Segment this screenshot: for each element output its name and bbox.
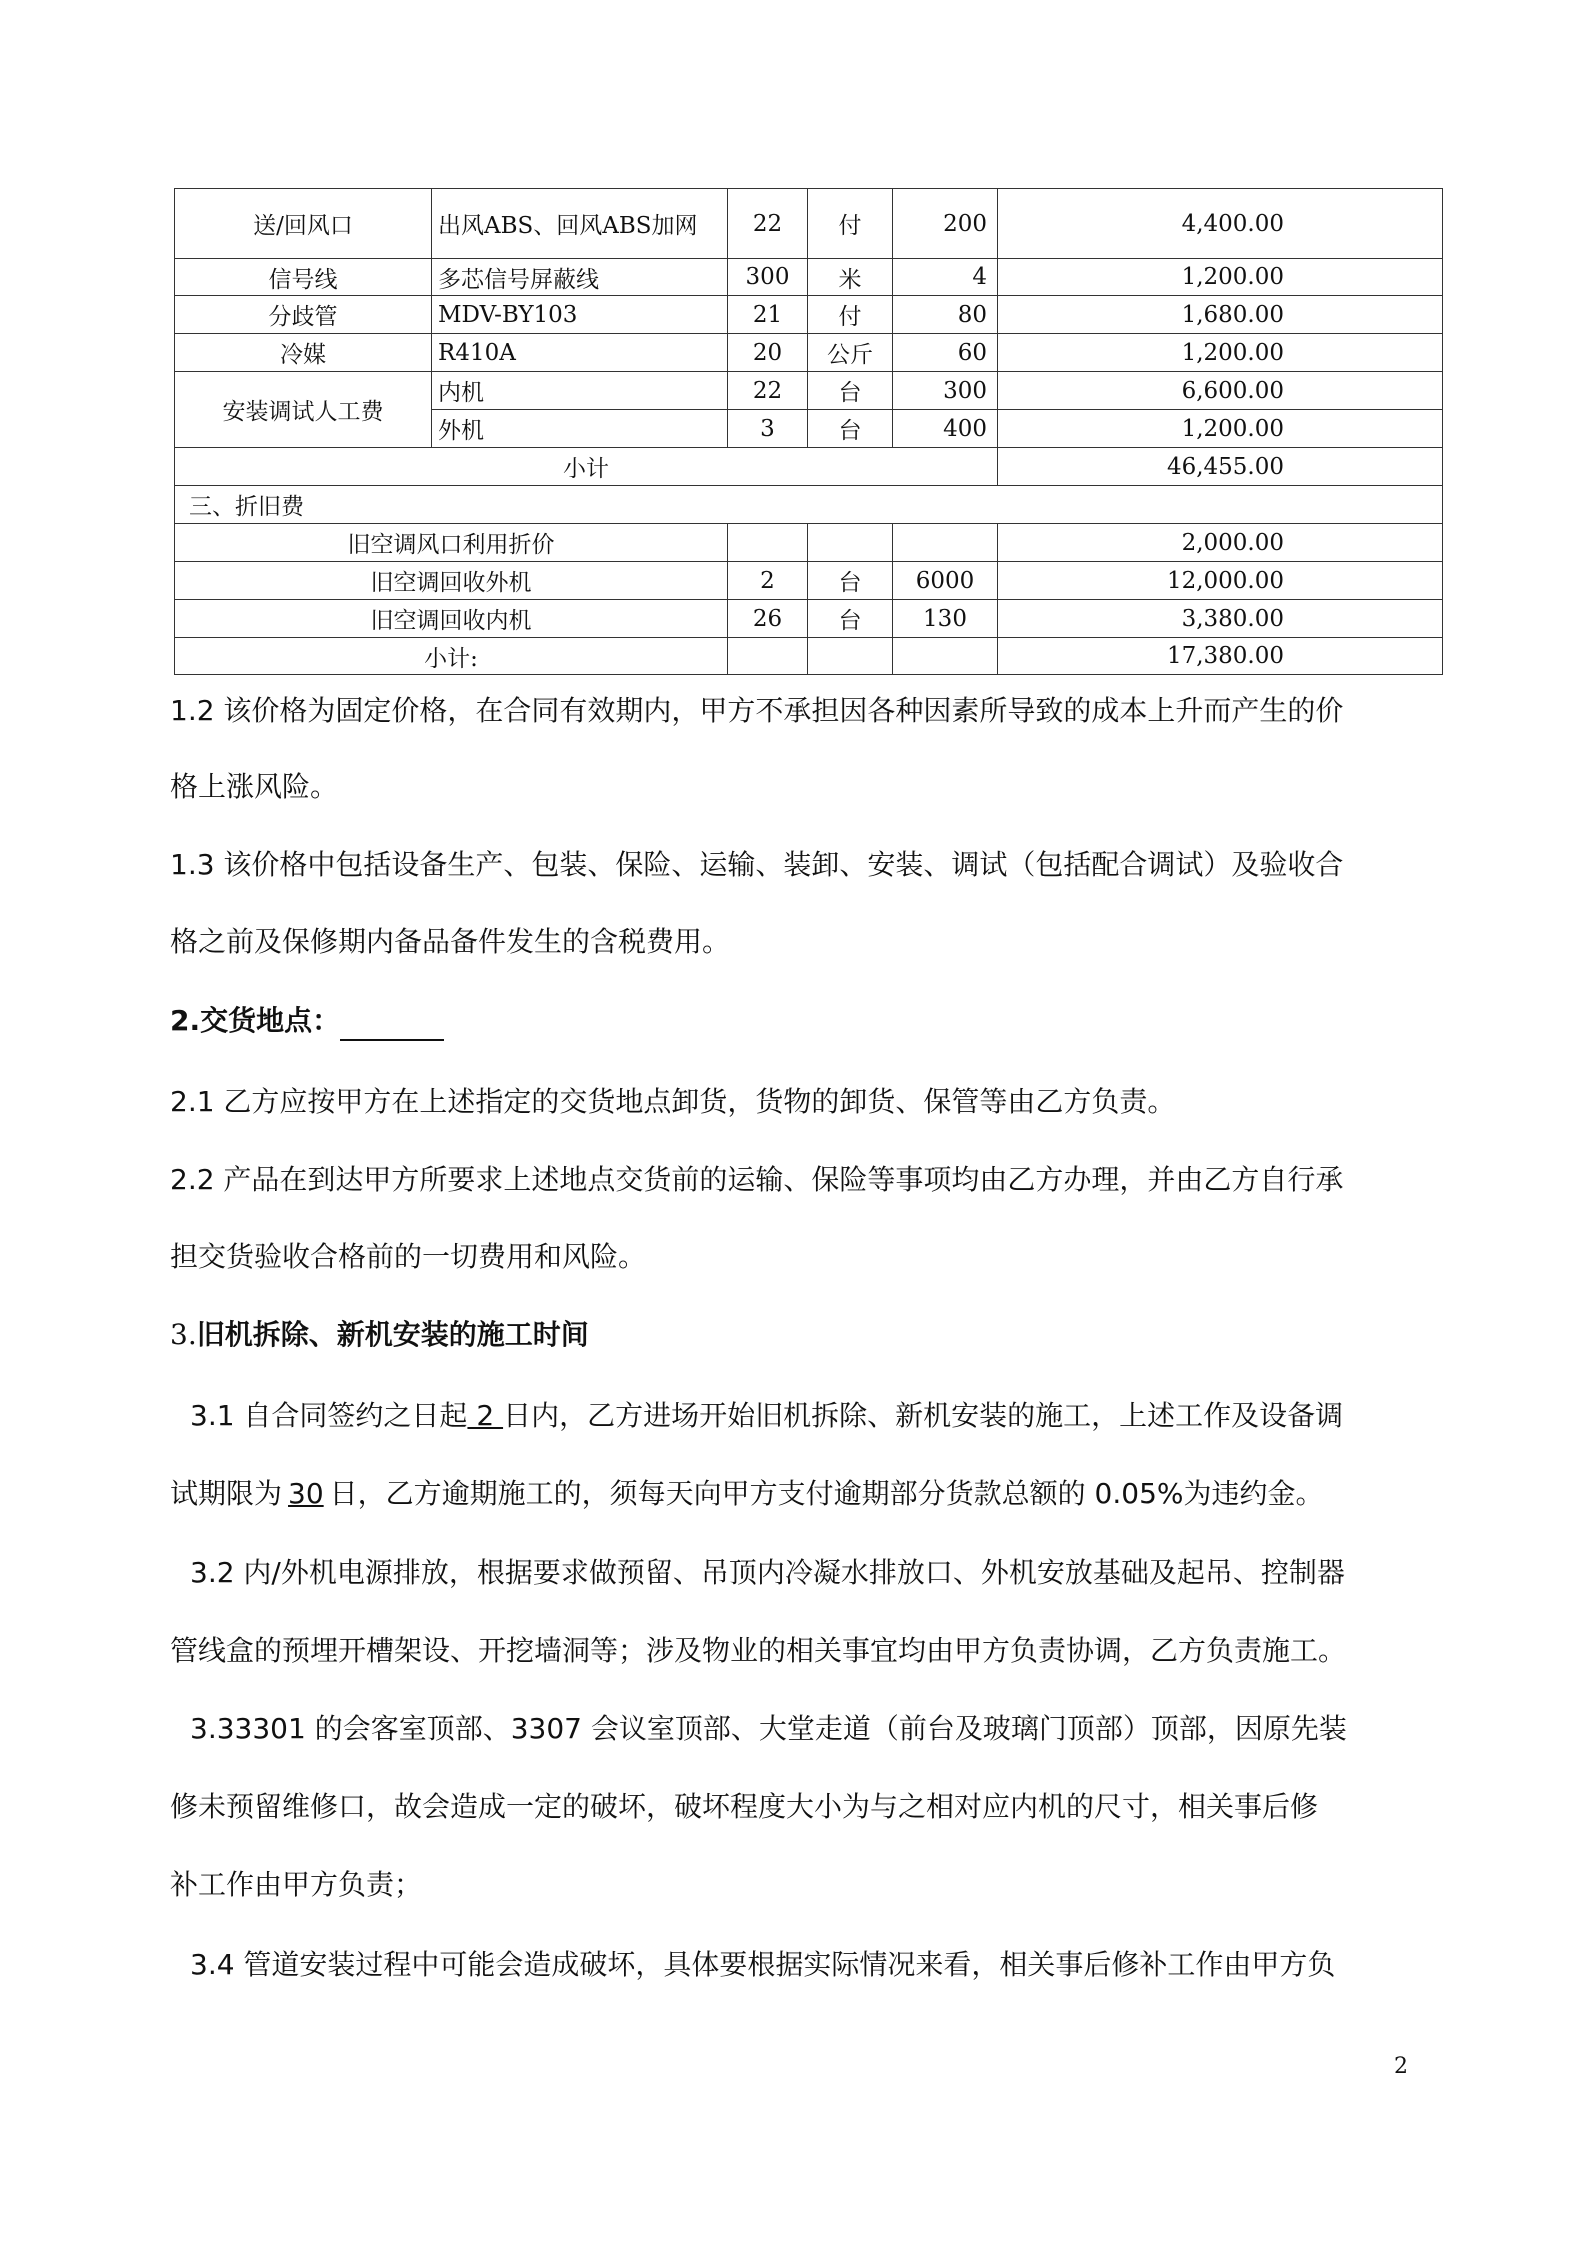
clause-3-1-line2	[170, 1474, 1406, 1514]
item-unit: 付	[808, 189, 893, 259]
table-row	[175, 296, 1443, 334]
clause-3-1-text-a: 3.1 自合同签约之日起	[190, 1399, 468, 1432]
item-price: 6000	[893, 562, 998, 600]
item-spec: 出风ABS、回风ABS加网	[432, 189, 728, 259]
clause-2-1: 2.1 乙方应按甲方在上述指定的交货地点卸货，货物的卸货、保管等由乙方负责。	[170, 1085, 1176, 1118]
clause-1-2-line1: 1.2 该价格为固定价格，在合同有效期内，甲方不承担因各种因素所导致的成本上升而产生的价	[170, 694, 1344, 727]
item-unit: 公斤	[808, 334, 893, 372]
table-row	[175, 524, 1443, 562]
item-price: 300	[893, 372, 998, 410]
item-name: 安装调试人工费	[175, 372, 432, 448]
item-name: 旧空调回收内机	[175, 600, 728, 638]
clause-2-heading	[170, 1001, 1406, 1041]
page-number: 2	[1394, 2054, 1408, 2079]
item-name: 分歧管	[175, 296, 432, 334]
item-price: 130	[893, 600, 998, 638]
clause-2-2-line1: 2.2 产品在到达甲方所要求上述地点交货前的运输、保险等事项均由乙方办理，并由乙方自行承	[170, 1163, 1344, 1196]
clause-3-1-text-c: 试期限为	[170, 1477, 283, 1510]
subtotal-amount: 46,455.00	[998, 448, 1443, 486]
item-spec: MDV-BY103	[432, 296, 728, 334]
section-row	[175, 486, 1443, 524]
item-unit: 台	[808, 600, 893, 638]
item-spec: 外机	[432, 410, 728, 448]
clause-3-heading	[170, 1315, 1406, 1355]
item-qty: 22	[728, 372, 808, 410]
item-price: 200	[893, 189, 998, 259]
empty-cell	[728, 524, 808, 562]
empty-cell	[808, 638, 893, 675]
table-row	[175, 600, 1443, 638]
item-name: 送/回风口	[175, 189, 432, 259]
clause-2-2-line2: 担交货验收合格前的一切费用和风险。	[170, 1240, 647, 1273]
item-spec: 多芯信号屏蔽线	[432, 259, 728, 296]
item-amount: 4,400.00	[998, 189, 1443, 259]
item-amount: 2,000.00	[998, 524, 1443, 562]
subtotal-row	[175, 638, 1443, 675]
item-unit: 台	[808, 410, 893, 448]
item-qty: 26	[728, 600, 808, 638]
table-row	[175, 372, 1443, 410]
table-row	[175, 259, 1443, 296]
clause-3-3-line1: 3.33301 的会客室顶部、3307 会议室顶部、大堂走道（前台及玻璃门顶部）顶部，因原先装	[190, 1712, 1347, 1745]
empty-cell	[893, 524, 998, 562]
item-price: 80	[893, 296, 998, 334]
empty-cell	[893, 638, 998, 675]
item-name: 旧空调回收外机	[175, 562, 728, 600]
subtotal-amount: 17,380.00	[998, 638, 1443, 675]
clause-3-3-line3: 补工作由甲方负责；	[170, 1868, 423, 1901]
clause-3-3-line2: 修未预留维修口，故会造成一定的破坏，破坏程度大小为与之相对应内机的尺寸，相关事后修	[170, 1790, 1319, 1823]
item-spec: R410A	[432, 334, 728, 372]
clause-1-3-line2: 格之前及保修期内备品备件发生的含税费用。	[170, 925, 731, 958]
subtotal-label: 小计:	[175, 638, 728, 675]
item-amount: 1,200.00	[998, 259, 1443, 296]
clause-3-1-line1	[190, 1396, 1426, 1436]
start-days-value: 2	[467, 1399, 504, 1432]
clause-1-3-line1: 1.3 该价格中包括设备生产、包装、保险、运输、装卸、安装、调试（包括配合调试）及验收合	[170, 848, 1344, 881]
delivery-location-blank	[340, 1009, 444, 1041]
clause-2-label: 2.交货地点：	[170, 1004, 341, 1037]
subtotal-label: 小计	[175, 448, 998, 486]
clause-3-1-text-b: 日内，乙方进场开始旧机拆除、新机安装的施工，上述工作及设备调	[503, 1399, 1344, 1432]
clause-3-2-line1: 3.2 内/外机电源排放，根据要求做预留、吊顶内冷凝水排放口、外机安放基础及起吊、控制器	[190, 1556, 1345, 1589]
item-qty: 22	[728, 189, 808, 259]
table-row	[175, 562, 1443, 600]
item-qty: 20	[728, 334, 808, 372]
subtotal-row	[175, 448, 1443, 486]
item-qty: 2	[728, 562, 808, 600]
section-heading: 三、折旧费	[175, 486, 1443, 524]
item-unit: 台	[808, 562, 893, 600]
clause-1-2-line2: 格上涨风险。	[170, 770, 339, 803]
clause-3-1-text-d: 日，乙方逾期施工的，须每天向甲方支付逾期部分货款总额的 0.05%为违约金。	[329, 1477, 1324, 1510]
item-price: 400	[893, 410, 998, 448]
item-amount: 1,680.00	[998, 296, 1443, 334]
item-name: 旧空调风口利用折价	[175, 524, 728, 562]
empty-cell	[728, 638, 808, 675]
item-amount: 3,380.00	[998, 600, 1443, 638]
item-amount: 12,000.00	[998, 562, 1443, 600]
item-amount: 6,600.00	[998, 372, 1443, 410]
item-qty: 3	[728, 410, 808, 448]
item-name: 信号线	[175, 259, 432, 296]
limit-days-value: 30	[288, 1477, 324, 1510]
item-unit: 米	[808, 259, 893, 296]
item-qty: 300	[728, 259, 808, 296]
item-qty: 21	[728, 296, 808, 334]
price-table	[174, 188, 1443, 675]
table-row	[175, 189, 1443, 259]
item-spec: 内机	[432, 372, 728, 410]
item-name: 冷媒	[175, 334, 432, 372]
item-price: 60	[893, 334, 998, 372]
clause-3-number: 3.	[170, 1318, 197, 1351]
item-amount: 1,200.00	[998, 334, 1443, 372]
item-unit: 台	[808, 372, 893, 410]
item-price: 4	[893, 259, 998, 296]
clause-3-2-line2: 管线盒的预埋开槽架设、开挖墙洞等；涉及物业的相关事宜均由甲方负责协调，乙方负责施工。	[170, 1634, 1347, 1667]
clause-3-4-line1: 3.4 管道安装过程中可能会造成破坏，具体要根据实际情况来看，相关事后修补工作由甲方负	[190, 1948, 1336, 1981]
table-row	[175, 334, 1443, 372]
item-unit: 付	[808, 296, 893, 334]
clause-3-title: 旧机拆除、新机安装的施工时间	[196, 1318, 589, 1351]
item-amount: 1,200.00	[998, 410, 1443, 448]
empty-cell	[808, 524, 893, 562]
